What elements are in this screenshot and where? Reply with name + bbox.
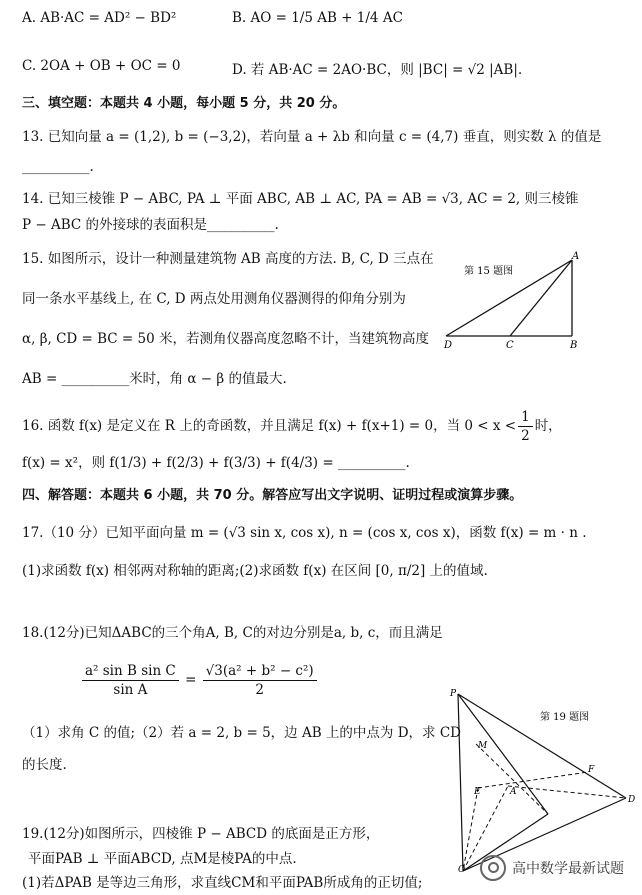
figure-q19-caption: 第 19 题图 [540, 712, 590, 723]
line-ca [510, 260, 572, 336]
q19-line3: (1)若ΔPAB 是等边三角形，求直线CM和平面PAB所成角的正切值; [22, 875, 423, 891]
fraction-num: 1 [518, 408, 533, 427]
q17-line2: (1)求函数 f(x) 相邻两对称轴的距离;(2)求函数 f(x) 在区间 [0, π/2] 上的值域. [22, 563, 488, 579]
q15-line2: 同一条水平基线上, 在 C, D 两点处用测角仪器测得的仰角分别为 [22, 291, 406, 307]
label-b: B [570, 340, 578, 351]
option-a: A. AB·AC = AD² − BD² [22, 10, 177, 26]
q13-line2: __________. [22, 159, 94, 175]
q18-line4: 的长度. [22, 757, 67, 773]
rhs-denominator: 2 [255, 682, 264, 698]
lhs-denominator: sin A [113, 682, 148, 698]
figure-q15 [438, 250, 618, 360]
label-f: F [588, 765, 595, 775]
section-heading-answer: 四、解答题：本题共 6 小题，共 70 分。解答应写出文字说明、证明过程或演算步骤。 [22, 488, 523, 503]
option-c: C. 2OA + OB + OC = 0 [22, 58, 181, 74]
label-a: A [510, 787, 517, 797]
q13-line1: 13. 已知向量 a = (1,2), b = (−3,2)，若向量 a + λb 和向量 c = (4,7) 垂直，则实数 λ 的值是 [22, 129, 602, 145]
q18-equation [80, 662, 319, 699]
q15-line3: α, β, CD = BC = 50 米，若测角仪器高度忽略不计，当建筑物高度 [22, 331, 429, 347]
q18-line1: 18.(12分)已知ΔABC的三个角A, B, C的对边分别是a, b, c，而且满足 [22, 625, 443, 641]
q16-line1-text: 16. 函数 f(x) 是定义在 R 上的奇函数，并且满足 f(x) + f(x+1) = 0，当 0 < x < [22, 418, 517, 434]
label-c: C [506, 340, 514, 351]
equation-rhs [203, 662, 317, 699]
q15-line1: 15. 如图所示，设计一种测量建筑物 AB 高度的方法. B, C, D 三点在 [22, 251, 434, 267]
q17-line1: 17.（10 分）已知平面向量 m = (√3 sin x, cos x), n = (cos x, cos x)，函数 f(x) = m · n . [22, 525, 587, 541]
label-d: D [444, 340, 453, 351]
label-c: C [458, 865, 465, 875]
label-e: E [474, 787, 481, 797]
label-m: M [478, 741, 488, 751]
fraction-one-half [518, 408, 533, 445]
label-a: A [572, 251, 580, 262]
label-d: D [628, 795, 636, 805]
q14-line2: P − ABC 的外接球的表面积是__________. [22, 217, 279, 233]
section-heading-fill-blank: 三、填空题：本题共 4 小题，每小题 5 分，共 20 分。 [22, 96, 346, 111]
edge-pc [458, 694, 463, 871]
q18-line3: （1）求角 C 的值;（2）若 a = 2, b = 5，边 AB 上的中点为 D，求 CD [22, 725, 461, 741]
lhs-numerator: a² sin B sin C [82, 662, 179, 681]
q19-line1: 19.(12分)如图所示，四棱锥 P − ABCD 的底面是正方形， [22, 826, 380, 842]
option-d: D. 若 AB·AC = 2AO·BC，则 |BC| = √2 |AB|. [232, 62, 523, 78]
hidden-edge-4 [463, 788, 478, 871]
option-b: B. AO = 1/5 AB + 1/4 AC [232, 10, 403, 26]
rhs-numerator: √3(a² + b² − c²) [203, 662, 317, 681]
watermark-text: 高中数学最新试题 [512, 861, 624, 877]
q16-line2: f(x) = x²，则 f(1/3) + f(2/3) + f(3/3) + f(4/3) = __________. [22, 455, 410, 471]
label-p: P [450, 689, 457, 699]
equals-sign: = [185, 672, 197, 688]
equation-lhs [82, 662, 179, 699]
q14-line1: 14. 已知三棱锥 P − ABC, PA ⊥ 平面 ABC, AB ⊥ AC, PA = AB = √3, AC = 2, 则三棱锥 [22, 191, 579, 207]
q15-line4: AB = __________米时，角 α − β 的值最大. [22, 371, 287, 387]
figure-q15-caption: 第 15 题图 [464, 266, 514, 277]
q19-line2: 平面PAB ⊥ 平面ABCD, 点M是棱PA的中点. [28, 851, 297, 867]
q16-line1-tail: 时， [534, 418, 562, 434]
wechat-account-icon [480, 855, 506, 881]
watermark [480, 855, 624, 881]
hidden-edge-2 [508, 786, 626, 798]
q16-line1 [22, 408, 562, 445]
figure-q19 [448, 686, 638, 876]
hidden-edge-ef [478, 772, 588, 788]
fraction-den: 2 [521, 428, 530, 444]
